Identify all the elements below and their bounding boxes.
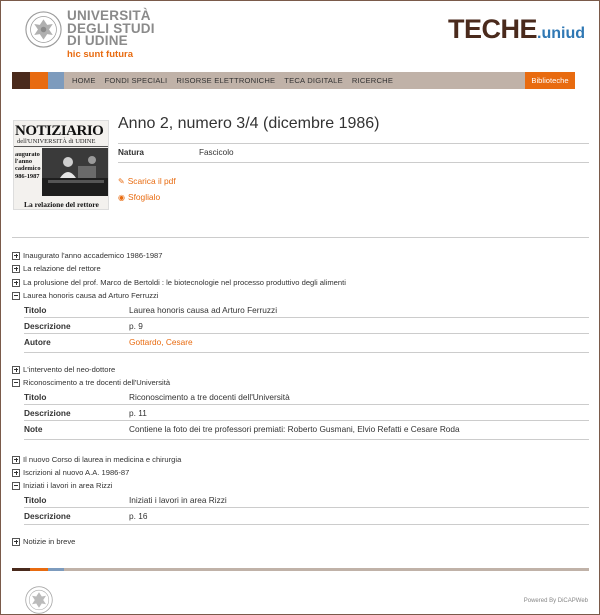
detail-row	[24, 318, 589, 334]
toc-item-label: Il nuovo Corso di laurea in medicina e chirurgia	[23, 455, 182, 464]
issue-thumbnail[interactable]	[13, 120, 109, 210]
toc-item-label: Iscrizioni al nuovo A.A. 1986-87	[23, 468, 130, 477]
detail-value: Laurea honoris causa ad Arturo Ferruzzi	[129, 305, 278, 315]
toc-item-label: L'intervento del neo-dottore	[23, 365, 116, 374]
collapse-minus-icon[interactable]	[12, 482, 20, 490]
thumb-headline-line: cademico	[15, 165, 41, 173]
toc-item-label: Notizie in breve	[23, 537, 76, 546]
footer-swatch-orange	[30, 568, 48, 571]
thumb-photo	[42, 148, 109, 196]
thumb-caption: La relazione del rettore	[24, 200, 99, 209]
detail-key: Titolo	[24, 392, 47, 402]
thumb-headline-line: 986-1987	[15, 172, 40, 180]
browse-link[interactable]	[118, 192, 160, 202]
download-pdf-link[interactable]	[118, 176, 176, 186]
toc-item[interactable]	[12, 278, 346, 287]
thumb-masthead: NOTIZIARIO	[15, 123, 104, 139]
nav-swatch-orange	[30, 72, 48, 89]
detail-row	[24, 421, 589, 440]
toc-item[interactable]	[12, 264, 101, 273]
toc-item[interactable]	[12, 468, 129, 477]
field-label-natura: Natura	[118, 148, 144, 157]
nav-items	[72, 72, 402, 89]
footer-swatch-blue	[48, 568, 64, 571]
record-bottom-divider	[12, 237, 589, 238]
university-name[interactable]	[67, 10, 155, 48]
thumb-rule	[14, 146, 109, 147]
expand-plus-icon[interactable]	[12, 265, 20, 273]
detail-row	[24, 388, 589, 405]
thumb-headline	[15, 151, 41, 180]
footer-bar	[12, 568, 589, 571]
expand-plus-icon[interactable]	[12, 252, 20, 260]
footer-seal-icon	[25, 586, 53, 614]
eye-icon: ◉	[118, 192, 125, 202]
detail-row	[24, 491, 589, 508]
detail-value: Riconoscimento a tre docenti dell'Università	[129, 392, 290, 402]
download-pdf-label: Scarica il pdf	[127, 176, 176, 186]
title-divider	[118, 143, 589, 144]
field-divider	[118, 162, 589, 163]
toc-item-label: Laurea honoris causa ad Arturo Ferruzzi	[23, 291, 159, 300]
toc-item[interactable]	[12, 537, 75, 546]
detail-row	[24, 508, 589, 525]
detail-row	[24, 405, 589, 421]
expand-plus-icon[interactable]	[12, 456, 20, 464]
nav-item-risorse-elettroniche[interactable]: RISORSE ELETTRONICHE	[176, 76, 276, 85]
detail-value: Contiene la foto dei tre professori premiati: Roberto Gusmani, Elvio Refatti e Cesare Roda	[129, 424, 460, 434]
detail-row	[24, 334, 589, 353]
toc-item[interactable]	[12, 365, 115, 374]
field-value-natura: Fascicolo	[199, 148, 234, 157]
toc-item[interactable]	[12, 291, 159, 300]
university-line-2: DEGLI STUDI	[67, 20, 155, 36]
detail-key: Descrizione	[24, 408, 71, 418]
detail-value: p. 16	[129, 511, 148, 521]
teche-logo[interactable]	[448, 14, 585, 45]
expand-plus-icon[interactable]	[12, 366, 20, 374]
nav-swatch-blue	[48, 72, 64, 89]
detail-key: Descrizione	[24, 321, 71, 331]
toc-item[interactable]	[12, 455, 181, 464]
toc-item-label: La prolusione del prof. Marco de Bertoldi : le biotecnologie nel processo produttivo degli alimenti	[23, 278, 346, 287]
expand-plus-icon[interactable]	[12, 469, 20, 477]
detail-key: Note	[24, 424, 43, 434]
teche-logo-main: TECHE	[448, 14, 538, 44]
toc-item-label: Riconoscimento a tre docenti dell'Università	[23, 378, 171, 387]
browse-label: Sfoglialo	[127, 192, 161, 202]
footer-swatch-brown	[12, 568, 30, 571]
nav-item-teca-digitale[interactable]: TECA DIGITALE	[284, 76, 343, 85]
toc-item-label: La relazione del rettore	[23, 264, 101, 273]
collapse-minus-icon[interactable]	[12, 379, 20, 387]
university-motto: hic sunt futura	[67, 49, 133, 60]
nav-swatch-brown	[12, 72, 30, 89]
university-line-1: UNIVERSITÀ	[67, 8, 151, 23]
detail-key: Descrizione	[24, 511, 71, 521]
university-seal-icon[interactable]	[25, 11, 62, 48]
detail-key: Titolo	[24, 495, 47, 505]
thumb-headline-line: l'anno	[15, 158, 33, 166]
header	[0, 0, 600, 70]
biblioteche-button[interactable]: Biblioteche	[525, 72, 575, 89]
main-nav	[12, 72, 575, 89]
detail-value: Iniziati i lavori in area Rizzi	[129, 495, 227, 505]
thumb-headline-line: augurato	[15, 151, 40, 158]
nav-item-home[interactable]: HOME	[72, 76, 96, 85]
toc-item[interactable]	[12, 481, 112, 490]
nav-item-fondi-speciali[interactable]: FONDI SPECIALI	[104, 76, 168, 85]
expand-plus-icon[interactable]	[12, 279, 20, 287]
toc-item[interactable]	[12, 251, 163, 260]
toc-item[interactable]	[12, 378, 170, 387]
university-line-3: DI UDINE	[67, 33, 128, 48]
detail-value: p. 9	[129, 321, 143, 331]
toc-item-label: Iniziati i lavori in area Rizzi	[23, 481, 113, 490]
record-title: Anno 2, numero 3/4 (dicembre 1986)	[118, 115, 380, 132]
toc-item-label: Inaugurato l'anno accademico 1986-1987	[23, 251, 163, 260]
detail-value: p. 11	[129, 408, 147, 418]
teche-logo-suffix: .uniud	[537, 25, 585, 42]
detail-key: Autore	[24, 337, 51, 347]
powered-by-text: Powered By DiCAPWeb	[523, 598, 588, 604]
detail-row	[24, 301, 589, 318]
collapse-minus-icon[interactable]	[12, 292, 20, 300]
paperclip-icon: ✎	[118, 176, 125, 186]
nav-item-ricerche[interactable]: RICERCHE	[351, 76, 394, 85]
expand-plus-icon[interactable]	[12, 538, 20, 546]
detail-key: Titolo	[24, 305, 47, 315]
author-link[interactable]: Gottardo, Cesare	[129, 337, 193, 347]
thumb-subhead: dell'UNIVERSITÀ di UDINE	[17, 138, 96, 145]
